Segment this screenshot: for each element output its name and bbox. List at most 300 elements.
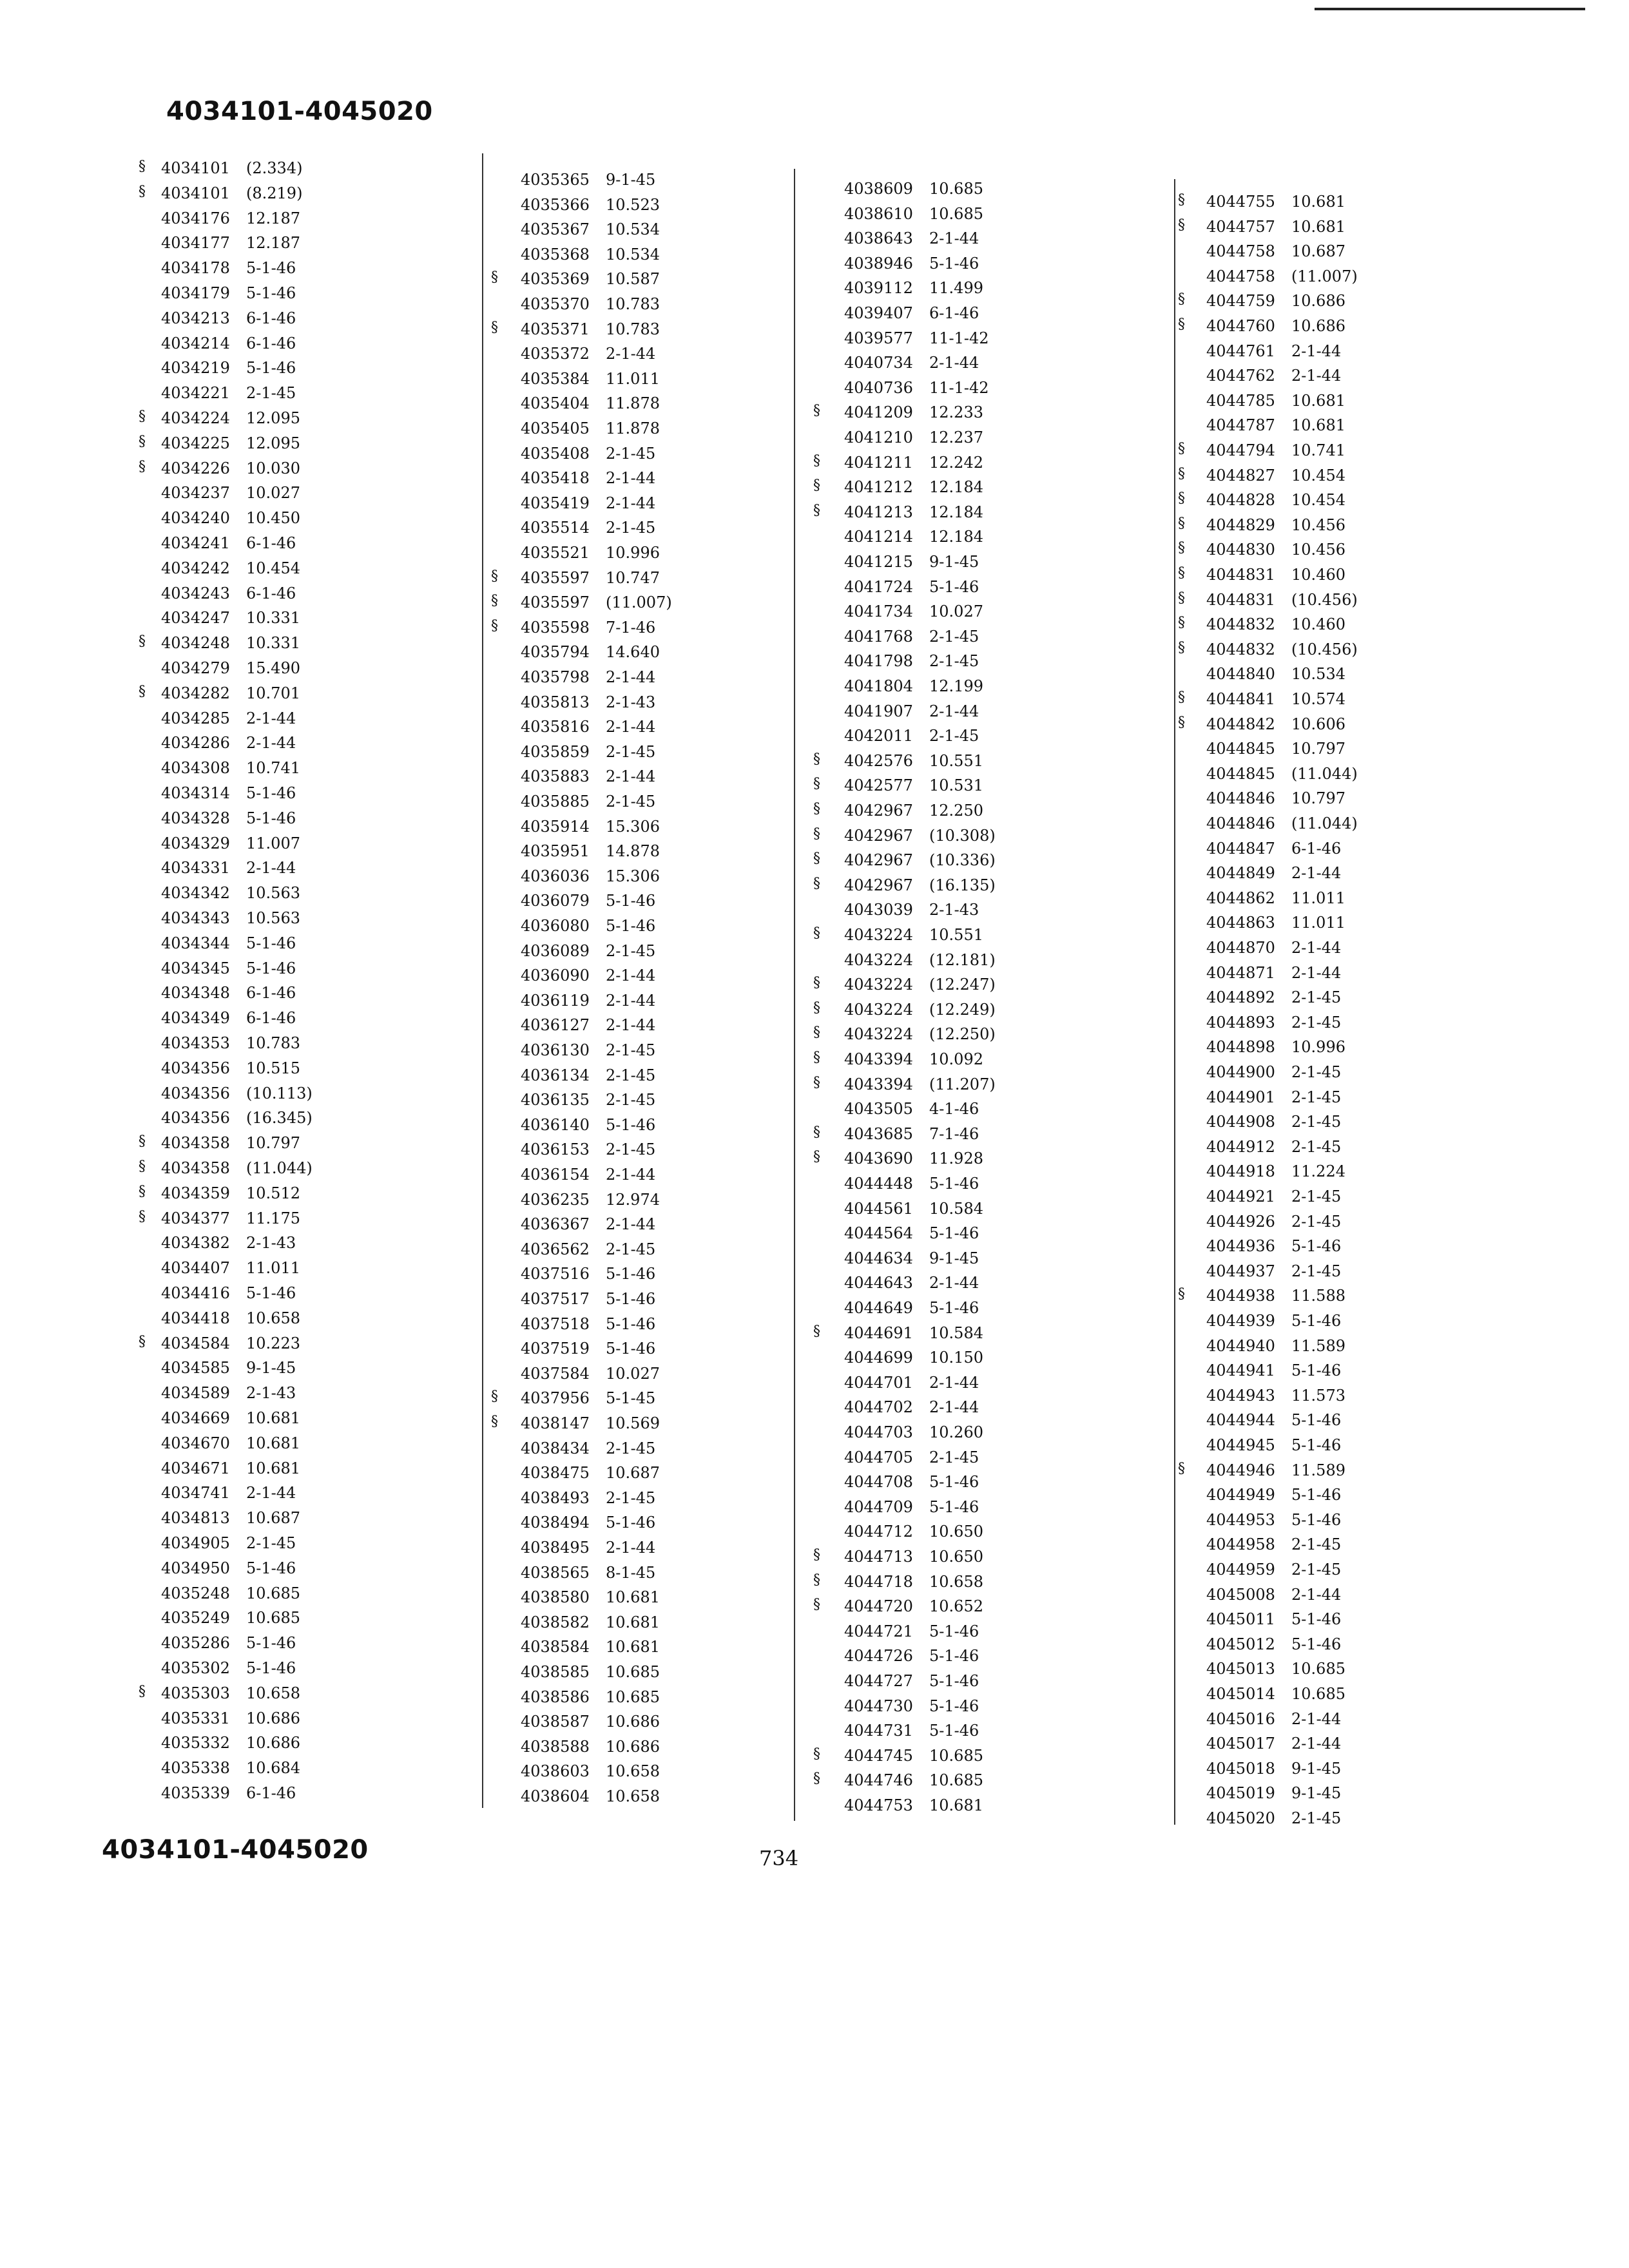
- reference-or-date: 10.681: [1291, 217, 1345, 236]
- part-number: 4044691: [844, 1323, 913, 1342]
- reference-or-date: 5-1-46: [929, 254, 979, 273]
- part-number: 4044939: [1206, 1312, 1275, 1330]
- part-number: 4034286: [161, 734, 230, 753]
- part-number: 4045017: [1206, 1735, 1275, 1753]
- reference-or-date: 2-1-44: [606, 991, 656, 1010]
- part-number: 4045014: [1206, 1685, 1275, 1703]
- part-number: 4043690: [844, 1149, 913, 1168]
- reference-or-date: 2-1-44: [606, 345, 656, 363]
- reference-or-date: 6-1-46: [1291, 839, 1342, 858]
- reference-or-date: 10.681: [246, 1459, 300, 1477]
- section-mark: §: [1178, 216, 1185, 233]
- section-mark: §: [813, 1571, 820, 1588]
- part-number: 4044841: [1206, 690, 1275, 708]
- part-number: 4044831: [1206, 566, 1275, 584]
- part-number: 4035418: [521, 469, 590, 488]
- part-number: 4035372: [521, 345, 590, 363]
- reference-or-date: 5-1-46: [929, 1722, 979, 1740]
- part-number: 4035339: [161, 1784, 230, 1802]
- reference-or-date: 10.681: [606, 1588, 660, 1607]
- reference-or-date: 10.783: [606, 320, 660, 338]
- reference-or-date: 14.640: [606, 643, 660, 662]
- reference-or-date: 5-1-46: [1291, 1635, 1342, 1653]
- section-mark: §: [813, 1597, 820, 1613]
- part-number: 4042011: [844, 727, 913, 745]
- reference-or-date: 2-1-45: [1291, 1262, 1342, 1280]
- reference-or-date: 5-1-46: [246, 784, 296, 802]
- section-mark: §: [813, 1547, 820, 1563]
- reference-or-date: 6-1-46: [246, 334, 296, 352]
- part-number: 4044832: [1206, 615, 1275, 634]
- part-number: 4034356: [161, 1084, 230, 1102]
- part-number: 4036235: [521, 1190, 590, 1209]
- part-number: 4035332: [161, 1734, 230, 1753]
- part-number: 4044794: [1206, 441, 1275, 459]
- part-number: 4034342: [161, 884, 230, 903]
- part-number: 4044720: [844, 1597, 913, 1616]
- part-number: 4037519: [521, 1340, 590, 1358]
- part-number: 4034353: [161, 1034, 230, 1052]
- reference-or-date: 8-1-45: [606, 1563, 656, 1582]
- reference-or-date: 2-1-45: [929, 652, 979, 671]
- reference-or-date: (11.044): [1291, 764, 1358, 783]
- reference-or-date: 2-1-45: [246, 384, 296, 403]
- part-number: 4044762: [1206, 367, 1275, 385]
- reference-or-date: 2-1-45: [1291, 1212, 1342, 1231]
- reference-or-date: 6-1-46: [246, 534, 296, 552]
- reference-or-date: 5-1-46: [1291, 1436, 1342, 1454]
- part-number: 4037584: [521, 1364, 590, 1383]
- part-number: 4044943: [1206, 1386, 1275, 1405]
- part-number: 4044785: [1206, 391, 1275, 410]
- part-number: 4035331: [161, 1709, 230, 1727]
- reference-or-date: 10.515: [246, 1059, 300, 1077]
- reference-or-date: 5-1-46: [606, 892, 656, 910]
- part-number: 4034349: [161, 1009, 230, 1028]
- reference-or-date: 10.686: [1291, 317, 1345, 335]
- part-number: 4034358: [161, 1134, 230, 1153]
- part-number: 4044759: [1206, 292, 1275, 311]
- reference-or-date: 5-1-46: [246, 1559, 296, 1577]
- section-mark: §: [491, 319, 498, 336]
- reference-or-date: 2-1-44: [1291, 864, 1342, 883]
- part-number: 4044918: [1206, 1162, 1275, 1181]
- reference-or-date: (10.456): [1291, 640, 1358, 658]
- reference-or-date: 5-1-46: [929, 1672, 979, 1690]
- reference-or-date: 12.184: [929, 478, 983, 497]
- reference-or-date: 10.606: [1291, 715, 1345, 733]
- part-number: 4044949: [1206, 1486, 1275, 1504]
- reference-or-date: 10.797: [1291, 740, 1345, 758]
- section-mark: §: [139, 633, 146, 650]
- reference-or-date: 2-1-44: [246, 1484, 296, 1503]
- part-number: 4034343: [161, 909, 230, 927]
- reference-or-date: (10.308): [929, 826, 996, 845]
- section-mark: §: [139, 159, 146, 175]
- reference-or-date: 11.011: [1291, 889, 1345, 907]
- reference-or-date: 12.187: [246, 209, 300, 227]
- part-number: 4035816: [521, 718, 590, 736]
- part-number: 4038603: [521, 1762, 590, 1781]
- part-number: 4036367: [521, 1215, 590, 1234]
- part-number: 4034741: [161, 1484, 230, 1503]
- reference-or-date: 10.686: [246, 1709, 300, 1727]
- part-number: 4038587: [521, 1713, 590, 1731]
- part-number: 4034285: [161, 709, 230, 727]
- reference-or-date: 5-1-46: [606, 917, 656, 935]
- part-number: 4044937: [1206, 1262, 1275, 1280]
- reference-or-date: 10.783: [246, 1034, 300, 1052]
- reference-or-date: 10.331: [246, 634, 300, 653]
- part-number: 4034585: [161, 1359, 230, 1378]
- part-number: 4034950: [161, 1559, 230, 1577]
- reference-or-date: 2-1-45: [606, 742, 656, 761]
- part-number: 4043505: [844, 1100, 913, 1119]
- reference-or-date: (11.044): [1291, 814, 1358, 832]
- part-number: 4044746: [844, 1771, 913, 1790]
- part-number: 4034243: [161, 584, 230, 602]
- part-number: 4044908: [1206, 1113, 1275, 1131]
- reference-or-date: 2-1-45: [606, 519, 656, 537]
- part-number: 4045012: [1206, 1635, 1275, 1653]
- part-number: 4034179: [161, 284, 230, 302]
- part-number: 4038475: [521, 1464, 590, 1483]
- reference-or-date: (16.345): [246, 1109, 313, 1128]
- part-number: 4044840: [1206, 665, 1275, 684]
- part-number: 4044900: [1206, 1063, 1275, 1081]
- reference-or-date: 5-1-46: [246, 1659, 296, 1677]
- section-mark: §: [139, 1333, 146, 1350]
- reference-or-date: (16.135): [929, 876, 996, 894]
- reference-or-date: 10.658: [606, 1787, 660, 1805]
- reference-or-date: 10.531: [929, 776, 983, 795]
- page-header: 4034101-4045020: [166, 97, 433, 126]
- part-number: 4034356: [161, 1109, 230, 1128]
- reference-or-date: 10.450: [246, 509, 300, 528]
- part-number: 4045008: [1206, 1585, 1275, 1604]
- part-number: 4038946: [844, 254, 913, 273]
- reference-or-date: 11.007: [246, 834, 300, 852]
- part-number: 4036089: [521, 941, 590, 960]
- reference-or-date: 10.551: [929, 751, 983, 770]
- reference-or-date: 2-1-45: [606, 444, 656, 463]
- section-mark: §: [1178, 590, 1185, 606]
- reference-or-date: 2-1-45: [1291, 1088, 1342, 1106]
- reference-or-date: 2-1-44: [246, 709, 296, 727]
- part-number: 4038585: [521, 1663, 590, 1681]
- reference-or-date: 10.685: [929, 1746, 983, 1765]
- section-mark: §: [813, 1050, 820, 1066]
- part-number: 4044727: [844, 1672, 913, 1690]
- part-number: 4039112: [844, 279, 913, 298]
- reference-or-date: 10.681: [1291, 193, 1345, 211]
- reference-or-date: 2-1-44: [606, 469, 656, 488]
- reference-or-date: 11.011: [246, 1259, 300, 1278]
- reference-or-date: 10.747: [606, 568, 660, 587]
- reference-or-date: 5-1-46: [1291, 1312, 1342, 1330]
- part-number: 4044871: [1206, 963, 1275, 982]
- reference-or-date: 2-1-44: [929, 1274, 979, 1293]
- section-mark: §: [1178, 490, 1185, 507]
- part-number: 4039577: [844, 329, 913, 347]
- page-footer: 4034101-4045020: [102, 1835, 369, 1865]
- part-number: 4037956: [521, 1389, 590, 1408]
- reference-or-date: 10.650: [929, 1523, 983, 1541]
- reference-or-date: 6-1-46: [246, 1784, 296, 1802]
- reference-or-date: 11.224: [1291, 1162, 1345, 1181]
- section-mark: §: [813, 1074, 820, 1091]
- section-mark: §: [1178, 291, 1185, 308]
- reference-or-date: 5-1-46: [606, 1340, 656, 1358]
- part-number: 4043224: [844, 975, 913, 994]
- part-number: 4038610: [844, 204, 913, 223]
- part-number: 4036135: [521, 1091, 590, 1110]
- section-mark: §: [491, 568, 498, 584]
- part-number: 4044753: [844, 1796, 913, 1814]
- reference-or-date: 10.686: [606, 1737, 660, 1756]
- reference-or-date: 10.741: [1291, 441, 1345, 459]
- part-number: 4041804: [844, 677, 913, 695]
- part-number: 4044827: [1206, 466, 1275, 485]
- part-number: 4035365: [521, 171, 590, 189]
- reference-or-date: 5-1-46: [246, 359, 296, 378]
- part-number: 4041734: [844, 602, 913, 621]
- part-number: 4044709: [844, 1497, 913, 1516]
- part-number: 4044649: [844, 1299, 913, 1317]
- part-number: 4034225: [161, 434, 230, 452]
- reference-or-date: 2-1-44: [1291, 1735, 1342, 1753]
- part-number: 4044912: [1206, 1137, 1275, 1156]
- reference-or-date: 10.551: [929, 926, 983, 944]
- reference-or-date: 7-1-46: [606, 618, 656, 637]
- reference-or-date: 12.187: [246, 234, 300, 253]
- reference-or-date: (10.336): [929, 851, 996, 870]
- part-number: 4034382: [161, 1234, 230, 1253]
- reference-or-date: 2-1-45: [606, 941, 656, 960]
- reference-or-date: 10.684: [246, 1759, 300, 1778]
- column-divider: [794, 169, 795, 1821]
- reference-or-date: (12.181): [929, 950, 996, 969]
- part-number: 4041209: [844, 403, 913, 422]
- reference-or-date: 10.681: [606, 1613, 660, 1631]
- reference-or-date: 10.685: [606, 1663, 660, 1681]
- reference-or-date: 10.563: [246, 909, 300, 927]
- reference-or-date: 10.686: [1291, 292, 1345, 311]
- part-number: 4035951: [521, 842, 590, 861]
- reference-or-date: 2-1-44: [1291, 939, 1342, 957]
- part-number: 4044938: [1206, 1287, 1275, 1305]
- reference-or-date: 10.685: [246, 1609, 300, 1628]
- reference-or-date: 7-1-46: [929, 1124, 979, 1143]
- part-number: 4036127: [521, 1016, 590, 1035]
- part-number: 4036153: [521, 1140, 590, 1159]
- section-mark: §: [491, 1414, 498, 1430]
- part-number: 4044845: [1206, 740, 1275, 758]
- section-mark: §: [813, 875, 820, 892]
- part-number: 4034282: [161, 684, 230, 702]
- reference-or-date: 10.658: [606, 1762, 660, 1781]
- part-number: 4038588: [521, 1737, 590, 1756]
- part-number: 4041214: [844, 528, 913, 546]
- section-mark: §: [813, 477, 820, 494]
- part-number: 4044892: [1206, 988, 1275, 1007]
- section-mark: §: [1178, 540, 1185, 557]
- reference-or-date: 10.685: [929, 180, 983, 198]
- part-number: 4044730: [844, 1696, 913, 1715]
- part-number: 4036134: [521, 1066, 590, 1084]
- part-number: 4039407: [844, 304, 913, 322]
- part-number: 4035408: [521, 444, 590, 463]
- reference-or-date: 10.460: [1291, 615, 1345, 634]
- part-number: 4035371: [521, 320, 590, 338]
- reference-or-date: 5-1-46: [929, 1299, 979, 1317]
- reference-or-date: 5-1-46: [1291, 1610, 1342, 1629]
- reference-or-date: 6-1-46: [246, 309, 296, 327]
- reference-or-date: 10.996: [1291, 1038, 1345, 1057]
- reference-or-date: 10.456: [1291, 541, 1345, 559]
- part-number: 4041798: [844, 652, 913, 671]
- part-number: 4034308: [161, 759, 230, 778]
- part-number: 4043224: [844, 950, 913, 969]
- reference-or-date: 2-1-45: [1291, 1809, 1342, 1827]
- part-number: 4041213: [844, 503, 913, 521]
- part-number: 4034584: [161, 1334, 230, 1352]
- part-number: 4044958: [1206, 1535, 1275, 1554]
- reference-or-date: 10.685: [246, 1584, 300, 1602]
- reference-or-date: 2-1-45: [606, 1439, 656, 1457]
- reference-or-date: 2-1-44: [929, 354, 979, 372]
- reference-or-date: 2-1-45: [929, 1448, 979, 1466]
- reference-or-date: 6-1-46: [929, 304, 979, 322]
- reference-or-date: (2.334): [246, 159, 303, 177]
- part-number: 4044699: [844, 1349, 913, 1367]
- part-number: 4044849: [1206, 864, 1275, 883]
- reference-or-date: 15.490: [246, 659, 300, 677]
- reference-or-date: 5-1-46: [929, 1497, 979, 1516]
- part-number: 4038565: [521, 1563, 590, 1582]
- reference-or-date: 15.306: [606, 817, 660, 836]
- section-mark: §: [813, 825, 820, 842]
- part-number: 4044718: [844, 1572, 913, 1591]
- section-mark: §: [813, 850, 820, 867]
- part-number: 4044830: [1206, 541, 1275, 559]
- column-divider: [1174, 179, 1175, 1825]
- part-number: 4036080: [521, 917, 590, 935]
- section-mark: §: [813, 1124, 820, 1140]
- reference-or-date: 11.011: [1291, 914, 1345, 932]
- section-mark: §: [813, 452, 820, 469]
- section-mark: §: [1178, 465, 1185, 482]
- part-number: 4034279: [161, 659, 230, 677]
- reference-or-date: (11.007): [1291, 267, 1358, 285]
- section-mark: §: [491, 617, 498, 634]
- part-number: 4034177: [161, 234, 230, 253]
- part-number: 4044701: [844, 1373, 913, 1392]
- section-mark: §: [1178, 1286, 1185, 1303]
- part-number: 4034416: [161, 1284, 230, 1302]
- reference-or-date: 10.681: [246, 1409, 300, 1427]
- part-number: 4034358: [161, 1159, 230, 1177]
- part-number: 4035370: [521, 295, 590, 313]
- part-number: 4042967: [844, 826, 913, 845]
- part-number: 4040734: [844, 354, 913, 372]
- reference-or-date: (11.207): [929, 1075, 996, 1093]
- reference-or-date: 10.658: [246, 1684, 300, 1702]
- reference-or-date: 10.687: [1291, 242, 1345, 261]
- part-number: 4034345: [161, 959, 230, 977]
- part-number: 4035514: [521, 519, 590, 537]
- part-number: 4035303: [161, 1684, 230, 1702]
- part-number: 4034329: [161, 834, 230, 852]
- section-mark: §: [139, 1183, 146, 1200]
- part-number: 4044721: [844, 1622, 913, 1640]
- reference-or-date: 10.686: [246, 1734, 300, 1753]
- reference-or-date: 5-1-46: [929, 1175, 979, 1193]
- reference-or-date: 10.797: [1291, 789, 1345, 808]
- reference-or-date: 12.974: [606, 1190, 660, 1209]
- reference-or-date: 10.574: [1291, 690, 1345, 708]
- reference-or-date: 9-1-45: [929, 1249, 979, 1267]
- reference-or-date: 2-1-45: [1291, 1113, 1342, 1131]
- part-number: 4044758: [1206, 242, 1275, 261]
- reference-or-date: 10.456: [1291, 515, 1345, 534]
- reference-or-date: 2-1-45: [929, 727, 979, 745]
- part-number: 4045020: [1206, 1809, 1275, 1827]
- part-number: 4034240: [161, 509, 230, 528]
- part-number: 4044898: [1206, 1038, 1275, 1057]
- part-number: 4034356: [161, 1059, 230, 1077]
- part-number: 4036036: [521, 867, 590, 885]
- reference-or-date: 12.233: [929, 403, 983, 422]
- reference-or-date: 5-1-46: [246, 259, 296, 278]
- part-number: 4044731: [844, 1722, 913, 1740]
- part-number: 4034669: [161, 1409, 230, 1427]
- part-number: 4035366: [521, 195, 590, 214]
- part-number: 4044862: [1206, 889, 1275, 907]
- reference-or-date: 5-1-45: [606, 1389, 656, 1408]
- part-number: 4035419: [521, 494, 590, 512]
- part-number: 4041212: [844, 478, 913, 497]
- part-number: 4044845: [1206, 764, 1275, 783]
- reference-or-date: 5-1-46: [606, 1314, 656, 1333]
- part-number: 4044760: [1206, 317, 1275, 335]
- reference-or-date: 11-1-42: [929, 378, 989, 397]
- reference-or-date: 10.150: [929, 1349, 983, 1367]
- part-number: 4034418: [161, 1309, 230, 1327]
- reference-or-date: 5-1-46: [1291, 1411, 1342, 1430]
- reference-or-date: 2-1-44: [606, 494, 656, 512]
- reference-or-date: 2-1-45: [606, 1488, 656, 1507]
- reference-or-date: 12.184: [929, 528, 983, 546]
- part-number: 4038609: [844, 180, 913, 198]
- reference-or-date: 5-1-46: [1291, 1237, 1342, 1256]
- part-number: 4042967: [844, 802, 913, 820]
- reference-or-date: 2-1-45: [606, 1091, 656, 1110]
- part-number: 4036562: [521, 1240, 590, 1258]
- reference-or-date: 2-1-43: [929, 901, 979, 919]
- part-number: 4045013: [1206, 1660, 1275, 1678]
- part-number: 4044846: [1206, 814, 1275, 832]
- section-mark: §: [491, 269, 498, 286]
- part-number: 4034213: [161, 309, 230, 327]
- reference-or-date: 10.030: [246, 459, 300, 477]
- reference-or-date: 2-1-45: [1291, 988, 1342, 1007]
- part-number: 4043039: [844, 901, 913, 919]
- section-mark: §: [813, 1745, 820, 1762]
- reference-or-date: 5-1-46: [1291, 1361, 1342, 1380]
- reference-or-date: 10.027: [929, 602, 983, 621]
- part-number: 4036079: [521, 892, 590, 910]
